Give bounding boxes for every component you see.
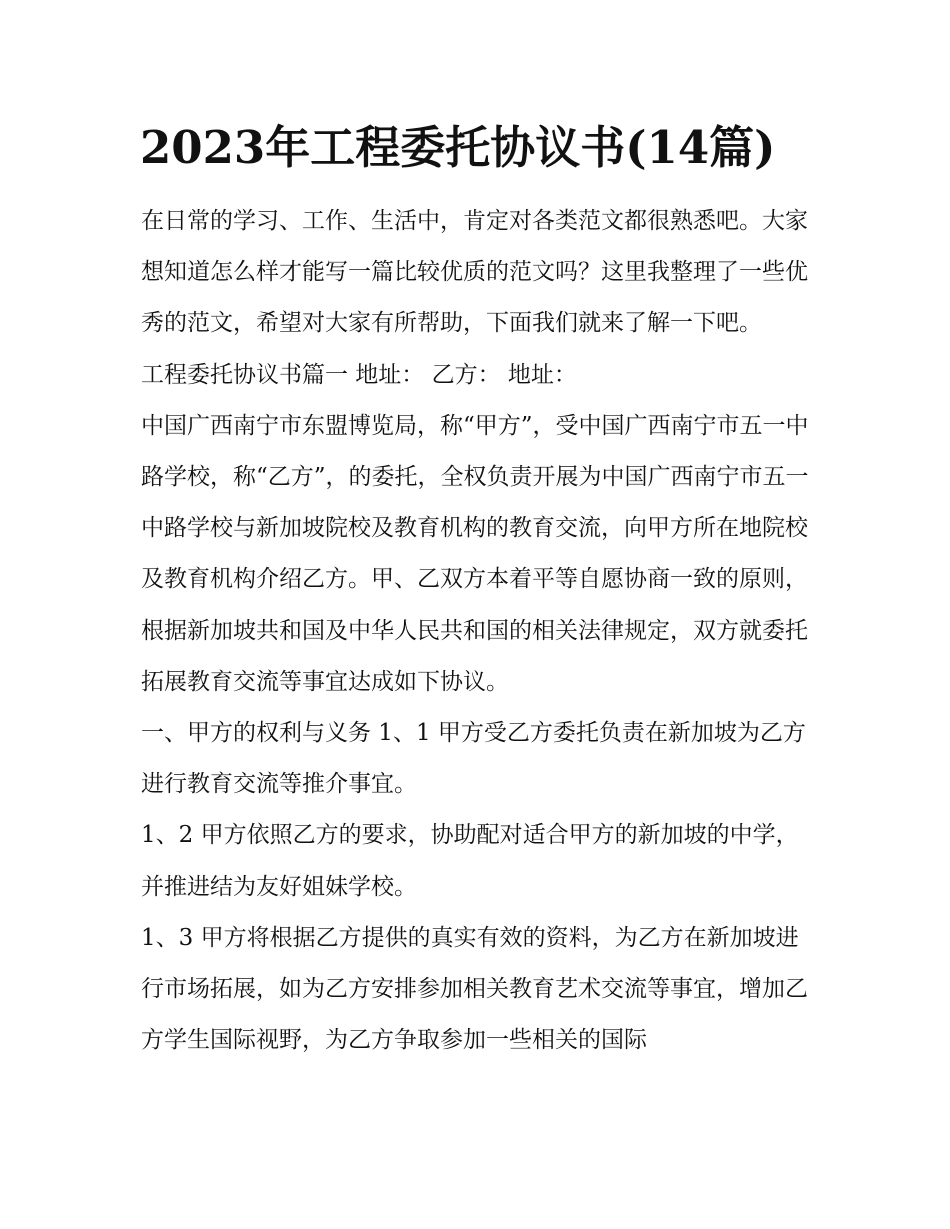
document-body	[141, 196, 813, 1066]
paragraph-clause-1-3: 1、3 甲方将根据乙方提供的真实有效的资料，为乙方在新加坡进行市场拓展，如为乙方安排参加相关教育艺术交流等事宜，增加乙方学生国际视野，为乙方争取参加一些相关的国际	[141, 924, 808, 1054]
paragraph-section-heading: 工程委托协议书篇一 地址： 乙方： 地址：	[141, 361, 577, 388]
paragraph-parties: 中国广西南宁市东盟博览局，称“甲方”，受中国广西南宁市五一中路学校，称“乙方”，的委托，全权负责开展为中国广西南宁市五一中路学校与新加坡院校及教育机构的教育交流，向甲方所在地院校及教育机构介绍乙方。甲、乙双方本着平等自愿协商一致的原则，根据新加坡共和国及中华人民共和国的相关法律规定，双方就委托拓展教育交流等事宜达成如下协议。	[141, 412, 809, 695]
paragraph-clause-1-2: 1、2 甲方依照乙方的要求，协助配对适合甲方的新加坡的中学，并推进结为友好姐妹学校。	[141, 822, 799, 900]
paragraph-clause-1-1: 一、甲方的权利与义务 1、1 甲方受乙方委托负责在新加坡为乙方进行教育交流等推介事宜。	[141, 720, 806, 798]
paragraph-intro: 在日常的学习、工作、生活中，肯定对各类范文都很熟悉吧。大家想知道怎么样才能写一篇比较优质的范文吗？这里我整理了一些优秀的范文，希望对大家有所帮助，下面我们就来了解一下吧。	[141, 208, 808, 337]
document-title: 2023年工程委托协议书(14篇)	[140, 121, 776, 174]
